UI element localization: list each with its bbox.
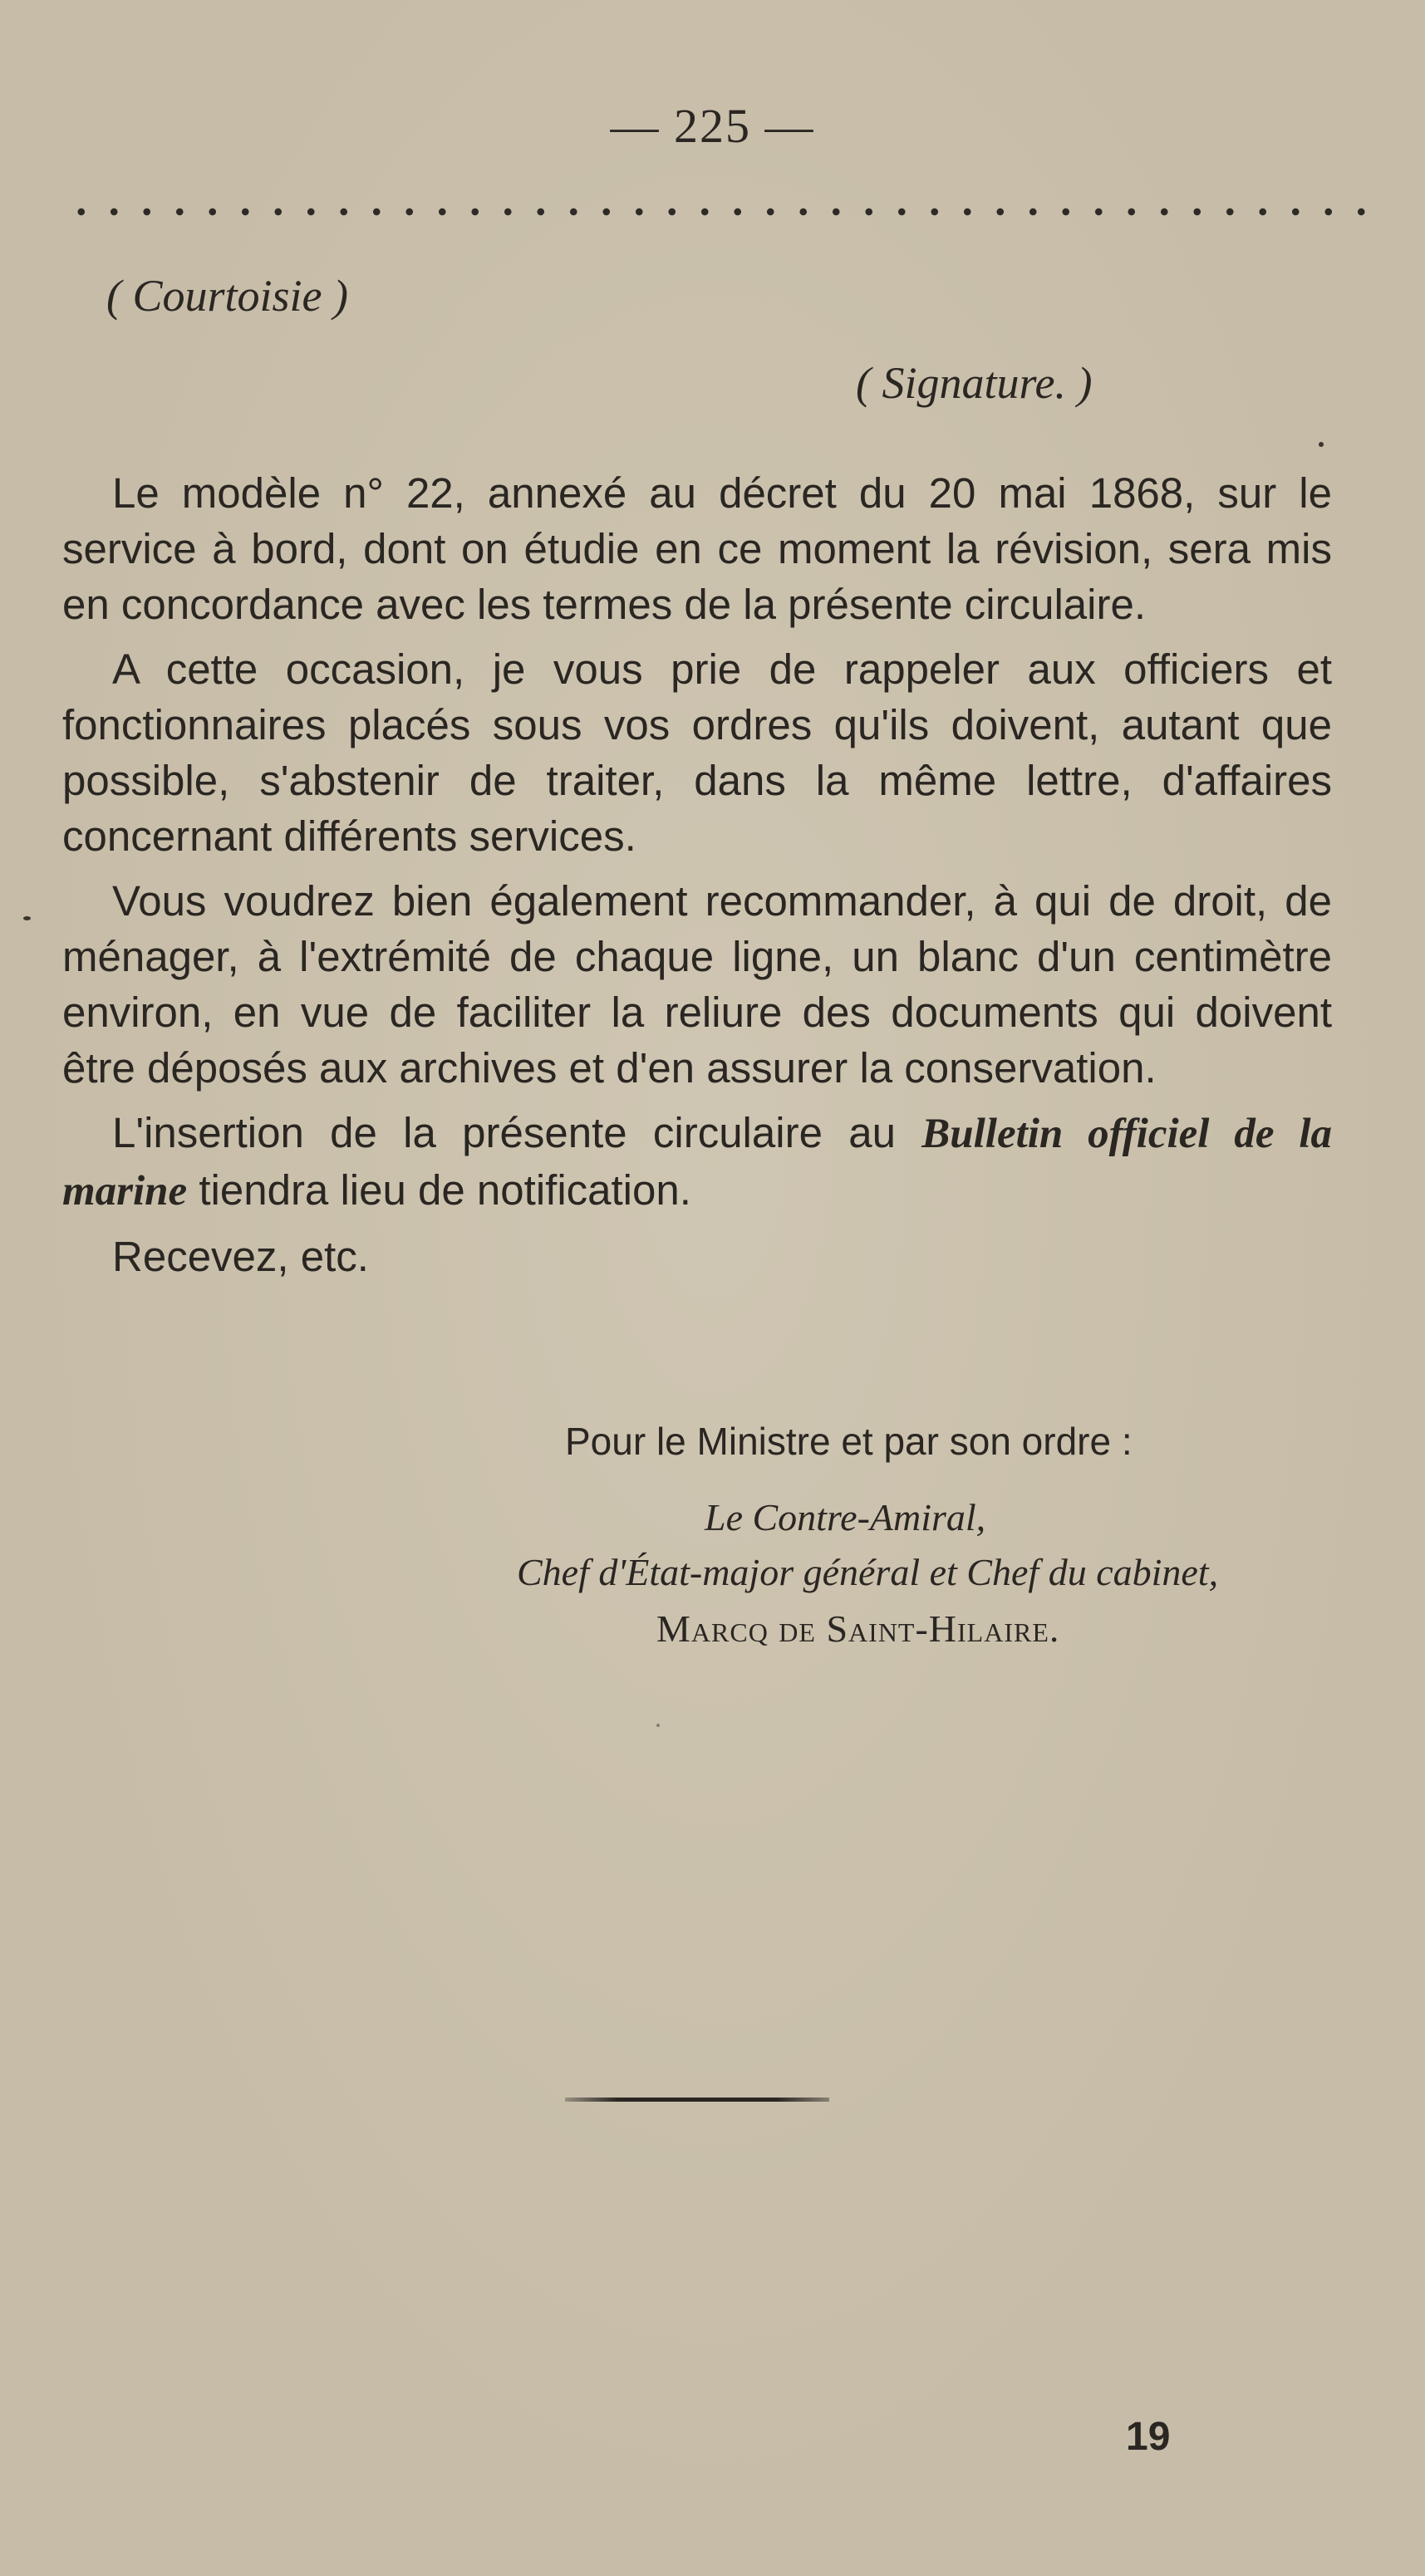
signatory-name: Marcq de Saint-Hilaire. (656, 1607, 1060, 1650)
closing-formula: Recevez, etc. (112, 1233, 369, 1280)
paper-speck (1319, 442, 1324, 447)
signature-placeholder: ( Signature. ) (856, 358, 1093, 408)
paragraph-insertion (62, 1105, 1332, 1219)
insertion-text-before: L'insertion de la présente circulaire au (112, 1109, 922, 1156)
dot-leader-divider (65, 206, 1378, 218)
paragraph-margin-binding: Vous voudrez bien également recommander, à qui de droit, de ménager, à l'extrémité de chaque ligne, un blanc d'un centimètre environ, en vue de faciliter la reliure des documents qui doivent être déposés aux archives et d'en assurer la conservation. (62, 877, 1332, 1092)
page-number: — 225 — (610, 99, 815, 153)
bulletin-title: Bulletin officiel de la marine (62, 1111, 1332, 1214)
paragraph-separate-letters: A cette occasion, je vous prie de rappeler aux officiers et fonctionnaires placés sous vos ordres qu'ils doivent, autant que possible, s'abstenir de traiter, dans la même lettre, d'affaires concernant différents services. (62, 645, 1332, 860)
insertion-text-after: tiendra lieu de notification. (187, 1166, 691, 1214)
end-rule (565, 2098, 829, 2102)
signatory-rank: Le Contre-Amiral, (705, 1496, 986, 1538)
courtesy-placeholder: ( Courtoisie ) (106, 271, 348, 321)
paragraph-model-revision: Le modèle n° 22, annexé au décret du 20 mai 1868, sur le service à bord, dont on étudie en ce moment la révision, sera mis en concordance avec les termes de la présente circulaire. (62, 469, 1332, 628)
signature-intro: Pour le Ministre et par son ordre : (565, 1420, 1133, 1463)
paper-speck (23, 916, 31, 920)
paper-speck (656, 1724, 660, 1727)
signatory-title: Chef d'État-major général et Chef du cabinet, (517, 1551, 1219, 1593)
circular-body (62, 465, 1332, 1293)
printer-signature-mark: 19 (1126, 2415, 1171, 2459)
